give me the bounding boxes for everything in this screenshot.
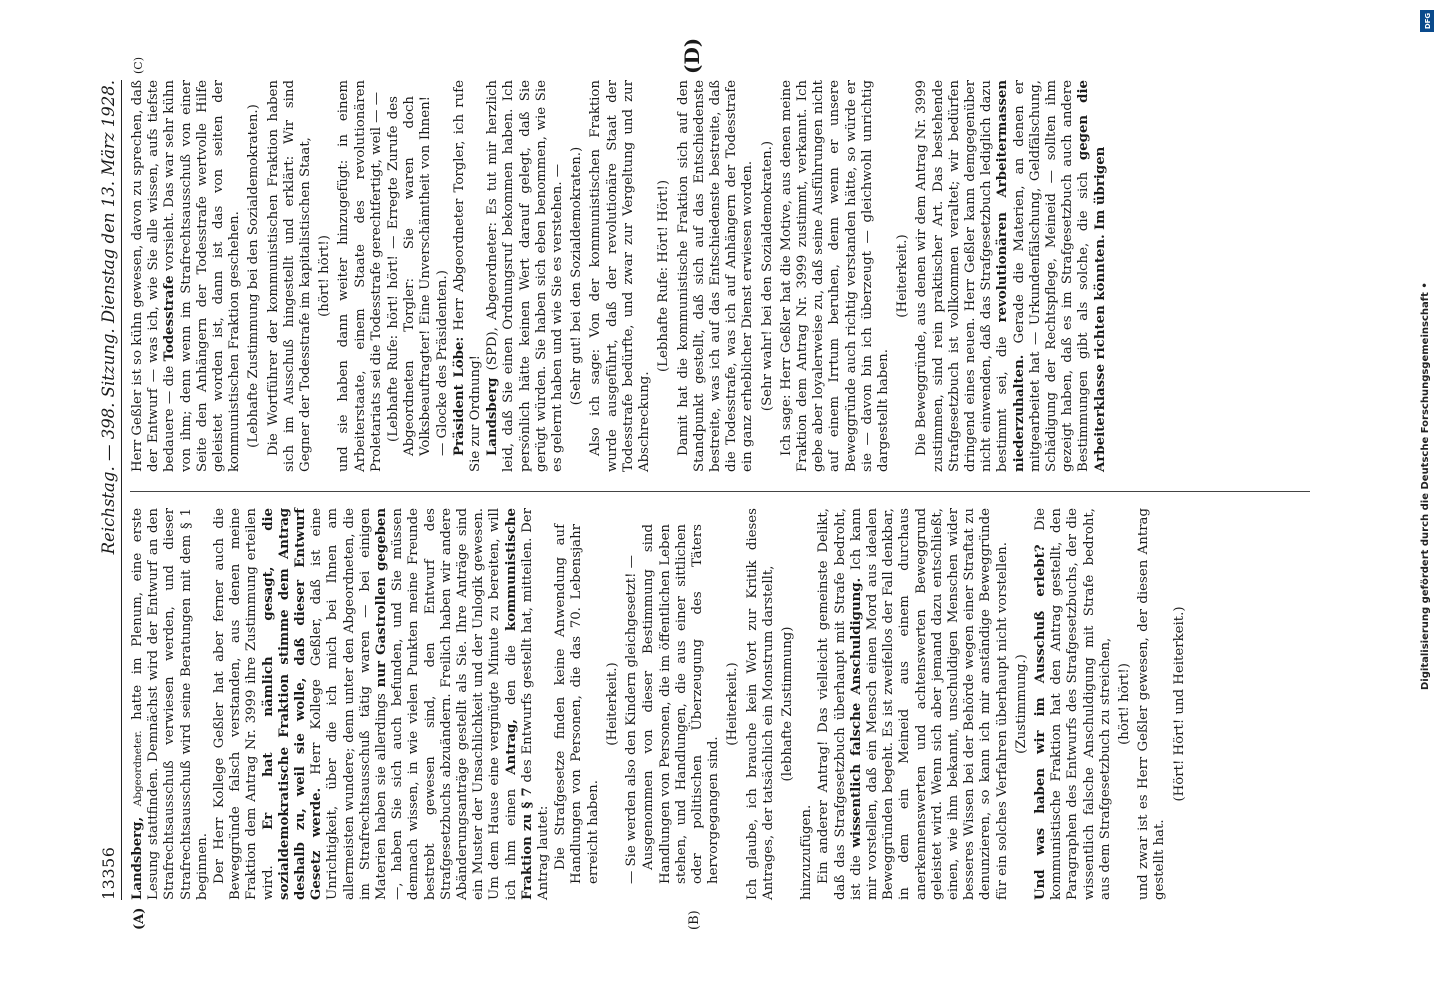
paragraph-text: des Entwurfs gestellt hat, mitteilen. Der Antrag lautet: bbox=[519, 507, 552, 900]
paragraph-text: Die kommunistische Fraktion hat den Antrag gestellt, den Paragraphen des Entwurfs des Strafgesetzbuchs, der die wissentlich falsche Anschuldigung mit Strafe bedroht, aus dem Strafgesetzbuch zu streichen, bbox=[1032, 508, 1113, 900]
paragraph bbox=[212, 508, 552, 900]
paragraph-text: Die Beweggründe, aus denen wir dem Antrag Nr. 3999 zustimmen, sind rein praktischer Art. Das bestehende Strafgesetzbuch ist vollkommen veraltet; wir bedürfen dringend eines neuen. Herr Geßler kann demgegenüber nicht einwenden, daß das Strafgesetzbuch lediglich dazu bestimmt sei, die bbox=[914, 80, 1011, 472]
paragraph bbox=[485, 80, 566, 472]
emphasis-text: kommunistische Fraktion zu § 7 bbox=[503, 508, 535, 900]
stage-direction: (Hört! Hört! und Heiterkeit.) bbox=[1171, 606, 1187, 802]
stage-direction: (Heiterkeit.) bbox=[604, 662, 620, 746]
margin-mark-d: (D) bbox=[680, 37, 704, 74]
paragraph bbox=[745, 508, 777, 900]
stage-direction: (Heiterkeit.) bbox=[895, 234, 911, 318]
dfg-credit: Digitalisierung gefördert durch die Deutsche Forschungsgemeinschaft • bbox=[1420, 282, 1431, 690]
paragraph: und zwar ist es Herr Geßler gewesen, der diesen Antrag gestellt hat. bbox=[1136, 508, 1168, 900]
paragraph: Damit hat die kommunistische Fraktion sich auf den Standpunkt gestellt, daß sich auf das Entschiedenste bestreite, was ich auf das Entschiedenste bestreite, daß die Todesstrafe, was ich auf Anhängern der Todesstrafe ein ganz erheblicher Dienst erwiesen worden. bbox=[675, 80, 756, 472]
paragraph-text: den die bbox=[503, 645, 519, 705]
paragraph: hinzuzufügen. bbox=[799, 804, 815, 900]
emphasis-text: wissentlich falsche Anschuldigung. bbox=[848, 577, 864, 848]
emphasis-text: Und was haben wir im Ausschuß erlebt? bbox=[1032, 544, 1048, 900]
emphasis-text: gegen die Arbeiterklasse richten könnten. bbox=[1076, 80, 1108, 472]
paragraph-text: Gerade die Materien, an denen er mitgearbeitet hat — Urkundenfälschung, Geldfälschung, Schädigung der Rechtspflege, Meineid — sollten ihm gezeigt haben, daß es im Strafgesetzbuch auch andere Bestimmungen gibt als solche, die sich bbox=[1011, 80, 1092, 472]
emphasis-text: Antrag, bbox=[503, 719, 519, 775]
speaker-name: Landsberg bbox=[485, 377, 501, 456]
stage-direction: (hört! hört!) bbox=[317, 235, 333, 317]
emphasis-text: Todesstrafe bbox=[162, 275, 178, 362]
paragraph-text: Herr Geßler ist so kühn gewesen, davon zu sprechen, daß der Entwurf — was ich, wie Sie alle wissen, aufs tiefste bedauere — die bbox=[130, 80, 178, 472]
paragraph-text: , der tatsächlich ein Monstrum darstellt, bbox=[760, 565, 776, 839]
stage-direction: (Heiterkeit.) bbox=[725, 662, 741, 746]
stage-direction: (Zustimmung.) bbox=[1013, 654, 1029, 754]
dfg-logo-text: DFG bbox=[1424, 12, 1432, 30]
margin-mark-a: (A) bbox=[132, 907, 147, 930]
quotation: Ausgenommen von dieser Bestimmung sind Handlungen von Personen, die im öffentlichen Leben stehen, und Handlungen, die aus einer sittlichen oder politischen Überzeugung des Täters hervorgegangen sind. bbox=[641, 524, 722, 884]
paragraph-text: Ich kann mir vorstellen, daß ein Mensch einen Mord aus idealen Beweggründen begeht. Es ist zweifellos der Fall denkbar, in dem ein Meineid aus einem durchaus anerkennenswerten und achtenswerten Beweggrund geleistet wird. Wenn sich aber jemand dazu entschließt, einen, wie ihm bekannt, unschuldigen Menschen wider besseres Wissen bei der Behörde wegen einer Straftat zu denunzieren, so kann ich mir anständige Beweggründe für ein solches Verfahren überhaupt nicht vorstellen. bbox=[848, 508, 1010, 900]
right-column bbox=[130, 80, 1110, 472]
document-page bbox=[82, 37, 1332, 930]
paragraph-text: Ich glaube, ich brauche kein Wort zur Kritik dieses Antrages bbox=[744, 508, 776, 900]
speaker-name: Präsident Löbe: bbox=[451, 336, 467, 456]
margin-mark-c: (C) bbox=[132, 57, 145, 74]
speaker-role: Abgeordneter. bbox=[132, 730, 144, 807]
paragraph bbox=[130, 80, 243, 472]
paragraph-text: —, haben Sie sich auch befunden, und Sie müssen demnach wissen, in wie vielen Punkten meine Freunde bestrebt gewesen sind, den Entwurf des Strafgesetzbuchs abzuändern. Freilich haben wir andere Abänderungsanträge gestellt als Sie. Ihre Anträge sind ein Muster der Unsachlichkeit und der Unlogik gewesen. Um dem Hause eine vergnügte Minute zu bereiten, will ich ihm einen bbox=[390, 508, 519, 900]
paragraph bbox=[452, 80, 484, 472]
paragraph-text: Herr Kollege Geßler, daß ist eine Unrichtigkeit, über die ich mich bei Ihnen am allermeisten wundere; denn unter den Abgeordneten, die im Strafrechtsausschuß tätig waren — bei einigen Materien haben sie allerdings bbox=[309, 508, 390, 900]
page-title: Reichstag. — 398. Sitzung. Dienstag den 13. März 1928. bbox=[99, 80, 118, 555]
paragraph: Ich sage: Herr Geßler hat die Motive, aus denen meine Fraktion dem Antrag Nr. 3999 zustimmt, verkannt. Ich gebe aber loyalerweise zu, daß seine Ausführungen nicht auf einem Irrtum beruhen, denn wenn er unsere Beweggründe auch richtig verstanden hätte, so würde er sie — davon bin ich überzeugt — gleichwohl unrichtig dargestellt haben. bbox=[778, 80, 891, 472]
paragraph-text: Ein anderer Antrag! Das vielleicht gemeinste Delikt, daß das Strafgesetzbuch überhaupt mit Strafe bedroht, ist die bbox=[816, 508, 864, 900]
emphasis-text: nur Gastrollen gegeben bbox=[374, 507, 390, 688]
quotation: Die Strafgesetze finden keine Anwendung auf Handlungen von Personen, die das 70. Lebensjahr erreicht haben. bbox=[553, 524, 601, 884]
emphasis-text: Er hat nämlich gesagt, die sozialdemokratische Fraktion stimme dem Antrag deshalb zu, weil sie wolle, daß dieser Entwurf Gesetz werde. bbox=[260, 508, 325, 900]
paragraph: Die Wortführer der kommunistischen Fraktion haben sich im Ausschuß hingestellt und erklärt: Wir sind Gegner der Todesstrafe im kapitalistischen Staat, bbox=[265, 80, 314, 472]
paragraph: Also ich sage: Von der kommunistischen Fraktion wurde ausgeführt, daß der revolutionäre Staat der Todesstrafe bedürfte, und zwar zur Vergeltung und zur Abschreckung. bbox=[588, 80, 653, 472]
paragraph-text: Der Herr Kollege Geßler hat aber ferner auch die Beweggründe falsch verstanden, aus denen meine Fraktion dem Antrag Nr. 3999 ihre Zustimmung erteilen wird. bbox=[212, 508, 276, 900]
paragraph bbox=[1033, 508, 1114, 900]
speaker-name: Landsberg, bbox=[130, 816, 145, 900]
stage-direction: (Lebhafte Rufe: hört! hört! — Erregte Zurufe des Abgeordneten Torgler: Sie waren doch Volksbeauftragter! Eine Unverschämtheit von Ihnen! — Glocke des Präsidenten.) bbox=[386, 96, 450, 456]
paragraph bbox=[130, 508, 211, 900]
page-number: 13356 bbox=[99, 846, 118, 900]
paragraph-text: hatte im Plenum, eine erste Lesung stattfinden. Demnächst wird der Entwurf an den Strafrechtsausschuß verwiesen werden, und dieser Strafrechtsausschuß wird seine Beratungen mit dem § 1 beginnen. bbox=[130, 507, 210, 900]
emphasis-text: Im übrigen bbox=[1092, 146, 1108, 231]
margin-mark-b: (B) bbox=[687, 910, 702, 930]
stage-direction: (hört! hört!) bbox=[1116, 663, 1132, 745]
paragraph bbox=[816, 508, 1010, 900]
column-divider bbox=[130, 491, 1310, 492]
stage-direction: (Lebhafte Zustimmung bei den Sozialdemokraten.) bbox=[246, 104, 262, 448]
paragraph: und sie haben dann weiter hinzugefügt: in einem Arbeiterstaate, einem Staate des revolutionären Proletariats sei die Todesstrafe gerechtfertigt, weil — — bbox=[336, 80, 384, 472]
paragraph-text: (SPD), Abgeordneter: Es tut mir herzlich leid, daß Sie einen Ordnungsruf bekommen haben. Ich persönlich hätte keinen Wert darauf gelegt, daß Sie gerügt würden. Sie haben sich eben benommen, wie Sie es gelernt haben und wie Sie es verstehen. — bbox=[485, 80, 566, 472]
stage-direction: (lebhafte Zustimmung) bbox=[779, 626, 795, 782]
emphasis-text: revolutionären Arbeitermassen niederzuhalten. bbox=[995, 80, 1027, 472]
stage-direction: (Sehr wahr! bei den Sozialdemokraten.) bbox=[759, 140, 775, 412]
paragraph: — Sie werden also den Kindern gleichgesetzt! — bbox=[624, 555, 640, 884]
dfg-logo bbox=[1420, 10, 1434, 32]
paragraph-text: vorsieht. Das war sehr kühn von ihm; denn wenn im Strafrechtsausschuß von einer Seite den Anhängern der Todesstrafe wertvolle Hilfe geleistet worden ist, dann ist das von seiten der kommunistischen Fraktion geschehen. bbox=[162, 80, 243, 472]
stage-direction: (Lebhafte Rufe: Hört! Hört!) bbox=[656, 179, 672, 373]
paragraph-text: Herr Abgeordneter Torgler, ich rufe Sie zur Ordnung! bbox=[451, 80, 484, 472]
paragraph bbox=[914, 80, 1108, 472]
stage-direction: (Sehr gut! bei den Sozialdemokraten.) bbox=[569, 146, 585, 406]
page-header bbox=[82, 80, 122, 900]
left-column bbox=[130, 508, 1191, 900]
